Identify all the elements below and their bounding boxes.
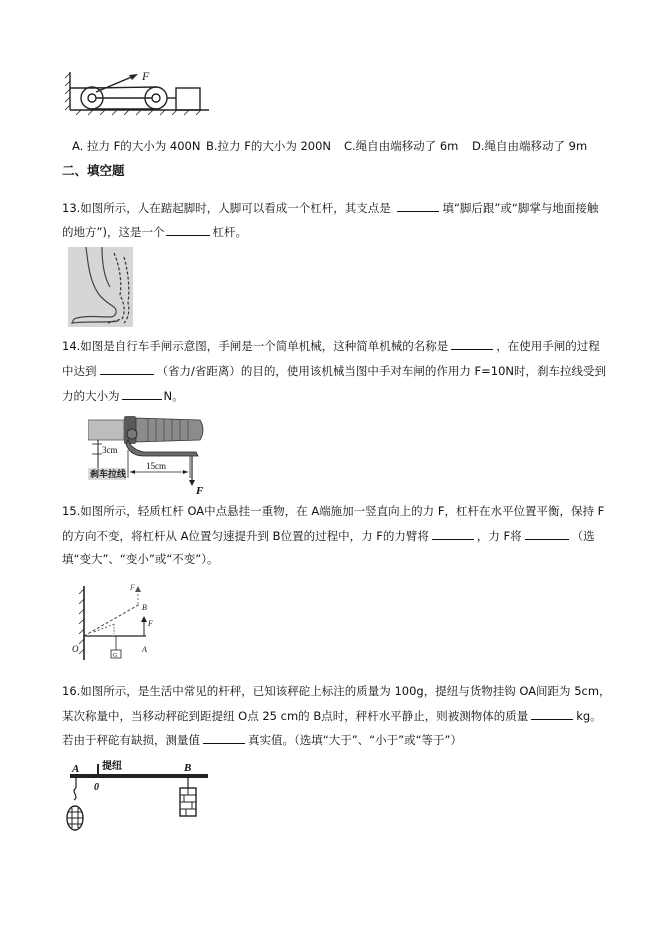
q16-label-B: B	[184, 762, 192, 774]
q13-blank-lever-type[interactable]	[166, 223, 210, 236]
q12-option-b: B.拉力 F的大小为 200N	[206, 139, 332, 153]
q16-label-A: A	[72, 763, 80, 775]
q15-line-1: 15.如图所示，轻质杠杆 OA中点悬挂一重物，在 A端施加一竖直向上的力 F，杠杆在水平位置平衡，保持 F	[62, 504, 605, 518]
q16-label-knob: 提纽	[102, 761, 122, 772]
q14-label-cable: 刹车拉线	[90, 469, 127, 479]
q14-dim-15cm: 15cm	[146, 461, 166, 471]
q12-pulley-figure	[64, 66, 214, 116]
q14-brake-figure	[88, 410, 216, 496]
q14-line-2: 中达到 （省力/省距离）的目的，使用该机械当图中手对车闸的作用力 F=10N时，刹车拉线受到	[62, 364, 607, 378]
q14-blank-force[interactable]	[122, 387, 162, 400]
q16-blank-mass[interactable]	[531, 707, 573, 720]
q15-blank-arm[interactable]	[432, 527, 474, 540]
q13-line-1: 13.如图所示，人在踮起脚时，人脚可以看成一个杠杆，其支点是 填“脚后跟”或“脚掌与地面接触	[62, 201, 599, 215]
q14-label-F: F	[196, 485, 204, 496]
q12-option-c: C.绳自由端移动了 6m	[344, 139, 459, 153]
q16-line-2: 某次称量中，当移动秤砣到距提纽 O点 25 cm的 B点时，秤杆水平静止，则被测物体的质量 kg。	[62, 709, 602, 723]
q15-label-G: G	[113, 653, 118, 659]
q12-force-label: F	[142, 69, 150, 83]
q15-lever-figure	[70, 582, 170, 666]
q13-blank-pivot[interactable]	[397, 199, 439, 212]
q12-option-d: D.绳自由端移动了 9m	[472, 139, 588, 153]
q14-blank-purpose[interactable]	[100, 362, 154, 375]
q15-label-A: A	[142, 645, 147, 654]
q14-dim-3cm: 3cm	[102, 445, 118, 455]
q16-steelyard-figure	[62, 758, 212, 844]
q15-label-F-lower: F	[148, 619, 153, 628]
q15-line-3: 填“变大”、“变小”或“不变”）。	[62, 552, 219, 566]
q16-label-O: 0	[94, 782, 99, 793]
q13-line-2: 的地方”)，这是一个 杠杆。	[62, 225, 247, 239]
q15-line-2: 的方向不变，将杠杆从 A位置匀速提升到 B位置的过程中，力 F的力臂将 ，力 F将 （选	[62, 529, 595, 543]
q15-label-O: O	[72, 644, 79, 654]
q12-option-a: A. 拉力 F的大小为 400N	[72, 139, 201, 153]
q14-line-1: 14.如图是自行车手闸示意图，手闸是一个简单机械，这种简单机械的名称是 ，在使用手闸的过程	[62, 339, 600, 353]
q15-label-F-upper: F	[130, 583, 135, 592]
q14-blank-machine-name[interactable]	[451, 337, 493, 350]
q16-blank-compare[interactable]	[203, 731, 245, 744]
section-title: 二、填空题	[62, 163, 125, 178]
q15-label-B: B	[142, 603, 147, 612]
q13-foot-figure	[68, 247, 133, 327]
q16-line-1: 16.如图所示，是生活中常见的杆秤，已知该秤砣上标注的质量为 100g，提纽与货物挂钩 OA间距为 5cm，	[62, 684, 611, 698]
q14-line-3: 力的大小为 N。	[62, 389, 184, 403]
q15-blank-force[interactable]	[525, 527, 569, 540]
q16-line-3: 若由于秤砣有缺损，测量值 真实值。（选填“大于”、“小于”或“等于”）	[62, 733, 462, 747]
